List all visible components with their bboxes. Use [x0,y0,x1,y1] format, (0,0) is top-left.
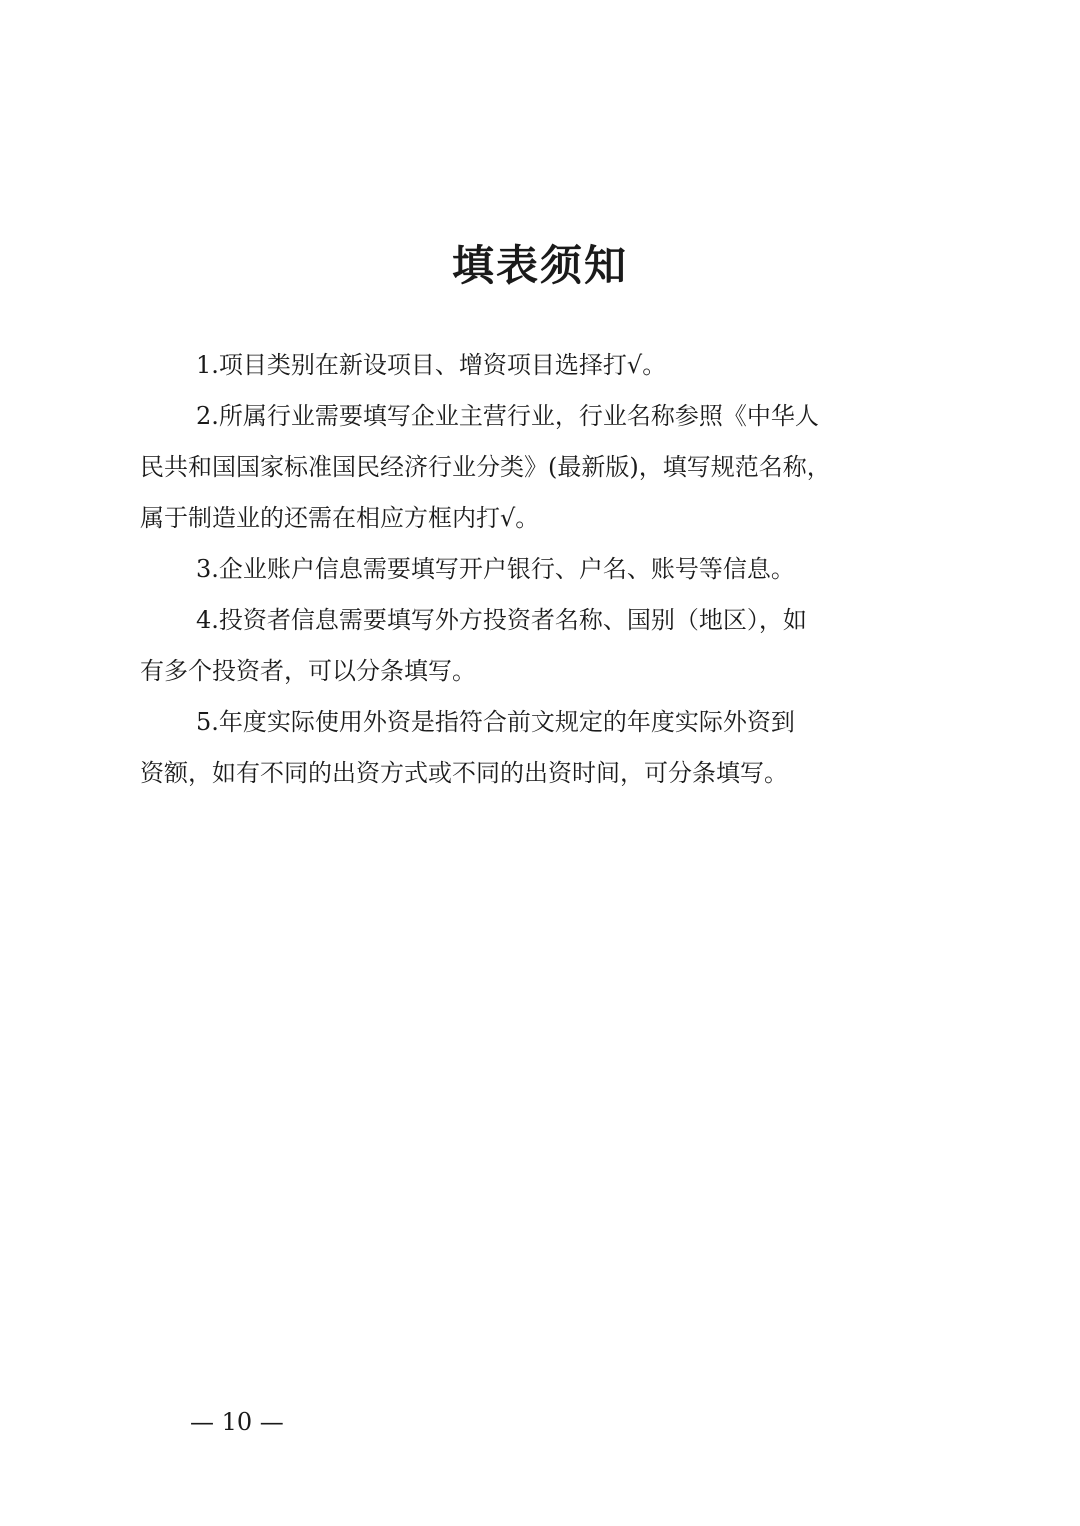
instruction-line: 民共和国国家标准国民经济行业分类》(最新版)，填写规范名称， [140,453,831,481]
instruction-line: 属于制造业的还需在相应方框内打√。 [140,504,540,532]
page-number: — 10 — [190,1408,284,1436]
instruction-line: 资额，如有不同的出资方式或不同的出资时间，可分条填写。 [140,759,788,787]
document-title: 填表须知 [451,241,628,290]
instruction-line: 有多个投资者，可以分条填写。 [140,657,476,685]
instruction-line: 5.年度实际使用外资是指符合前文规定的年度实际外资到 [196,708,795,736]
instruction-line: 3.企业账户信息需要填写开户银行、户名、账号等信息。 [196,555,795,583]
instruction-line: 1.项目类别在新设项目、增资项目选择打√。 [196,351,667,379]
instruction-line: 2.所属行业需要填写企业主营行业，行业名称参照《中华人 [196,402,819,430]
instruction-line: 4.投资者信息需要填写外方投资者名称、国别（地区），如 [196,606,807,634]
